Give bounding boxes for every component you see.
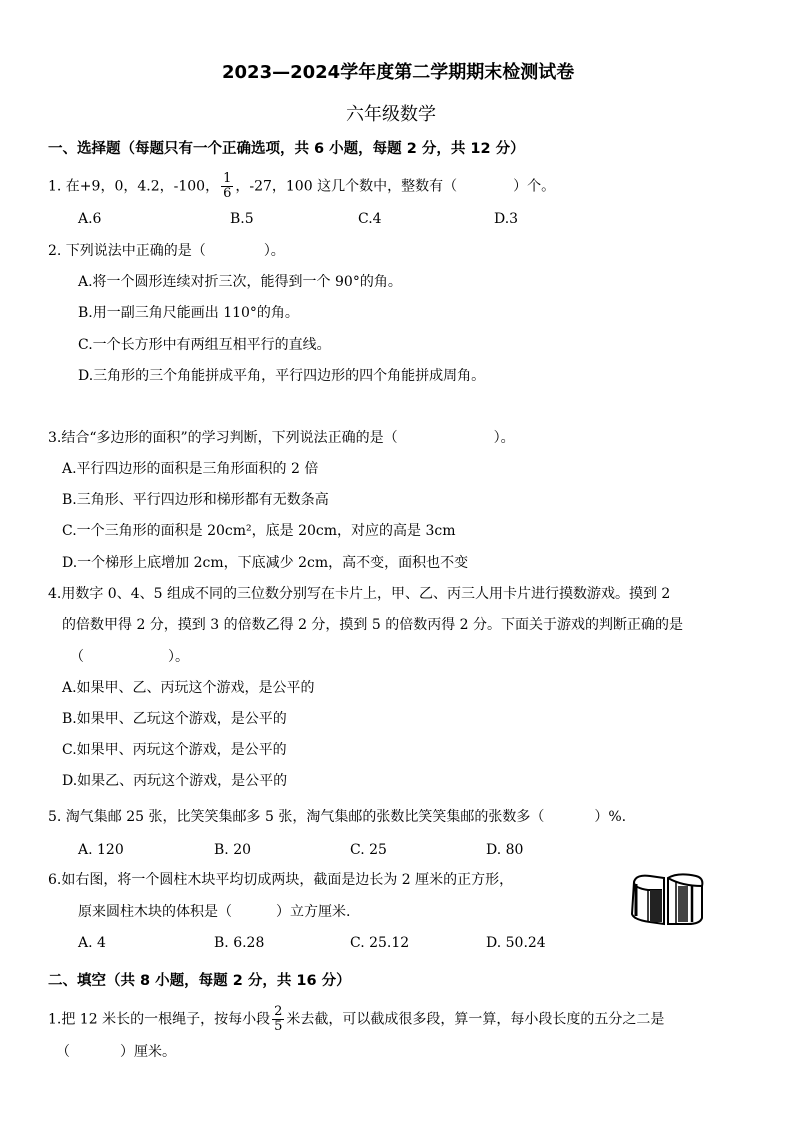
question-4-line-1: 4.用数字 0、4、5 组成不同的三位数分别写在卡片上，甲、乙、丙三人用卡片进行摸数游戏。摸到 2 [48, 586, 671, 602]
q5-option-b: B. 20 [214, 842, 252, 858]
exam-subtitle: 六年级数学 [346, 104, 436, 125]
section-heading-choice: 一、选择题（每题只有一个正确选项，共 6 小题，每题 2 分，共 12 分） [48, 141, 525, 157]
q2-option-a: A.将一个圆形连续对折三次，能得到一个 90°的角。 [78, 274, 402, 290]
q5-option-a: A. 120 [78, 842, 124, 858]
q3-stem: 3.结合“多边形的面积”的学习判断，下列说法正确的是（ [48, 430, 398, 446]
q3-option-d: D.一个梯形上底增加 2cm，下底减少 2cm，高不变，面积也不变 [62, 555, 469, 571]
question-1 [48, 172, 555, 201]
fill-question-1 [48, 1005, 664, 1034]
q1-text-post: ，-27，100 这几个数中，整数有（ [235, 178, 458, 195]
q4-option-d: D.如果乙、丙玩这个游戏，是公平的 [62, 773, 288, 789]
question-4-line-3 [70, 647, 189, 667]
q6-option-d: D. 50.24 [486, 935, 546, 951]
q2-stem-end: ）。 [263, 243, 285, 259]
question-2 [48, 241, 285, 261]
fq1-text-end: ）厘米。 [120, 1044, 176, 1060]
q2-option-d: D.三角形的三个角能拼成平角，平行四边形的四个角能拼成周角。 [78, 368, 486, 384]
q3-option-b: B.三角形、平行四边形和梯形都有无数条高 [62, 492, 329, 508]
q3-option-a: A.平行四边形的面积是三角形面积的 2 倍 [62, 461, 319, 477]
fq1-fraction-numerator: 2 [274, 1004, 283, 1019]
question-5 [48, 807, 626, 827]
section-heading-fill-in: 二、填空（共 8 小题，每题 2 分，共 16 分） [48, 973, 351, 989]
q4-option-c: C.如果甲、丙玩这个游戏，是公平的 [62, 742, 287, 758]
q3-option-c: C.一个三角形的面积是 20cm²，底是 20cm，对应的高是 3cm [62, 523, 456, 539]
q4-close-paren: ）。 [168, 649, 189, 665]
question-4-line-2: 的倍数甲得 2 分，摸到 3 的倍数乙得 2 分，摸到 5 的倍数丙得 2 分。下面关于游戏的判断正确的是 [62, 617, 684, 633]
q3-stem-end: ）。 [493, 430, 515, 446]
q6-stem: 原来圆柱木块的体积是（ [78, 904, 232, 920]
cylinder-halves-figure [626, 868, 708, 930]
cylinder-half-left [632, 876, 664, 924]
q5-option-c: C. 25 [350, 842, 387, 858]
q5-stem-end: ）%. [594, 809, 627, 825]
q6-stem-end: ）立方厘米. [276, 904, 351, 920]
q2-option-b: B.用一副三角尺能画出 110°的角。 [78, 305, 299, 321]
q6-option-b: B. 6.28 [214, 935, 265, 951]
q6-option-c: C. 25.12 [350, 935, 410, 951]
fq1-text-post: 米去截，可以截成很多段，算一算，每小段长度的五分之二是 [286, 1011, 665, 1028]
q1-fraction-numerator: 1 [223, 171, 232, 186]
q1-text-end: ）个。 [513, 178, 556, 195]
fq1-fraction [272, 1005, 284, 1034]
fq1-text-pre: 1.把 12 米长的一根绳子，按每小段 [48, 1011, 271, 1028]
cylinder-half-right [668, 874, 702, 924]
question-3 [48, 428, 515, 448]
q1-fraction-denominator: 6 [223, 186, 232, 201]
q4-option-b: B.如果甲、乙玩这个游戏，是公平的 [62, 711, 287, 727]
fq1-fraction-denominator: 5 [274, 1019, 283, 1034]
exam-title: 2023—2024学年度第二学期期末检测试卷 [222, 62, 575, 83]
q1-fraction [221, 172, 233, 201]
q1-text-pre: 1. 在+9，0，4.2，-100， [48, 178, 220, 195]
question-6-line-1: 6.如右图，将一个圆柱木块平均切成两块，截面是边长为 2 厘米的正方形， [48, 872, 514, 888]
q5-option-d: D. 80 [486, 842, 524, 858]
q5-stem: 5. 淘气集邮 25 张，比笑笑集邮多 5 张，淘气集邮的张数比笑笑集邮的张数多（ [48, 809, 545, 825]
fill-question-1-line-2 [56, 1042, 176, 1062]
q1-option-c: C.4 [358, 211, 382, 227]
q1-option-d: D.3 [494, 211, 519, 227]
q4-open-paren: （ [70, 649, 84, 665]
fq1-open-paren: （ [56, 1044, 70, 1060]
q2-option-c: C.一个长方形中有两组互相平行的直线。 [78, 337, 331, 353]
question-6-line-2 [78, 902, 350, 922]
q2-stem: 2. 下列说法中正确的是（ [48, 243, 206, 259]
q4-option-a: A.如果甲、乙、丙玩这个游戏，是公平的 [62, 680, 315, 696]
q1-option-a: A.6 [78, 211, 102, 227]
q1-option-b: B.5 [230, 211, 254, 227]
q6-option-a: A. 4 [78, 935, 106, 951]
